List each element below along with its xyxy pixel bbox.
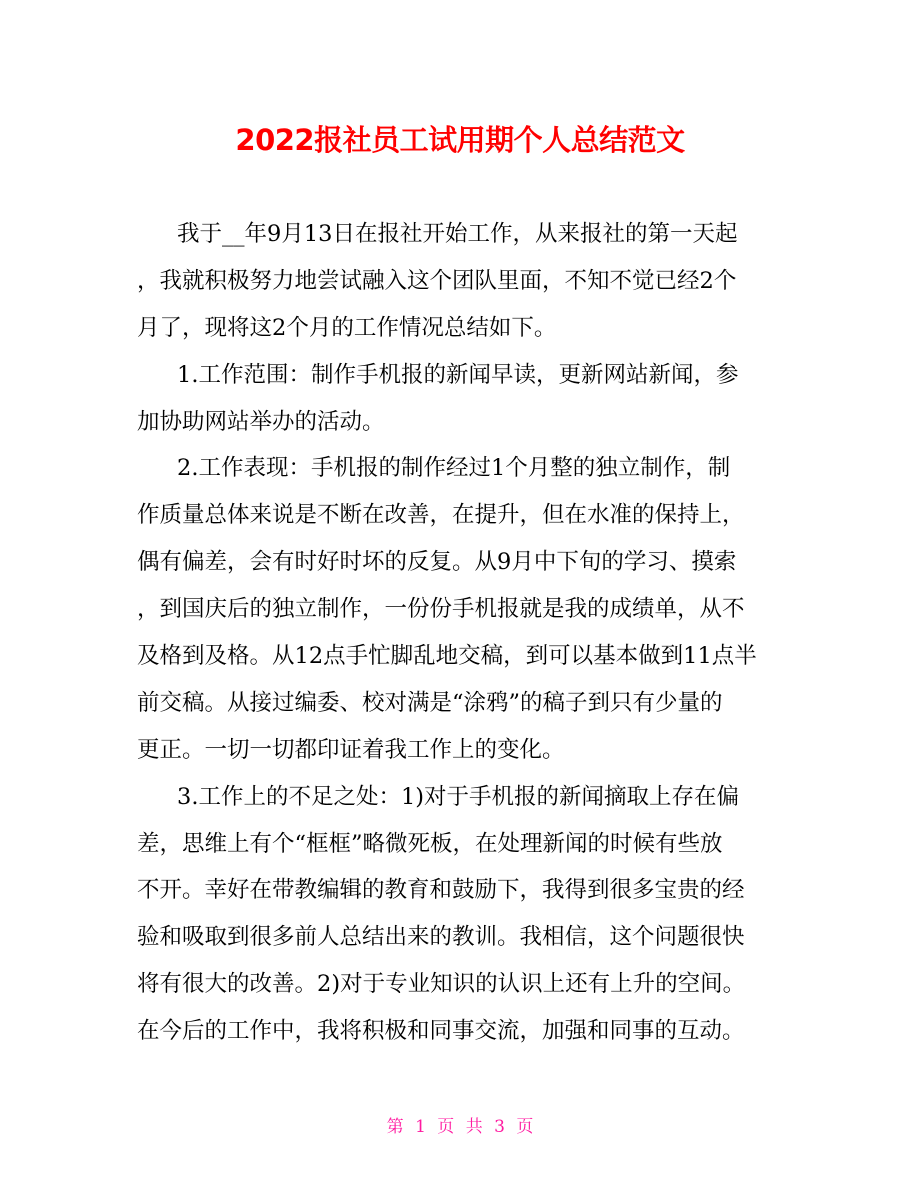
text-line: 及格到及格。从12点手忙脚乱地交稿，到可以基本做到11点半 <box>137 643 757 670</box>
text-line: 我于__年9月13日在报社开始工作，从来报社的第一天起 <box>177 221 738 247</box>
text-line: 加协助网站举办的活动。 <box>137 408 385 435</box>
text-line: 在今后的工作中，我将积极和同事交流，加强和同事的互动。 <box>137 1018 745 1045</box>
paragraph-work-performance <box>137 448 787 776</box>
text-line: 将有很大的改善。2)对于专业知识的认识上还有上升的空间。 <box>137 971 746 998</box>
text-line: 月了，现将这2个月的工作情况总结如下。 <box>137 314 557 341</box>
text-line: 验和吸取到很多前人总结出来的教训。我相信，这个问题很快 <box>137 924 745 951</box>
text-line: 差，思维上有个“框框”略微死板，在处理新闻的时候有些放 <box>137 830 723 857</box>
text-line: 更正。一切一切都印证着我工作上的变化。 <box>137 736 565 763</box>
text-line: ，我就积极努力地尝试融入这个团队里面，不知不觉已经2个 <box>137 267 737 294</box>
text-line: 不开。幸好在带教编辑的教育和鼓励下，我得到很多宝贵的经 <box>137 877 745 904</box>
text-line: 偶有偏差，会有时好时坏的反复。从9月中下旬的学习、摸索 <box>137 549 737 576</box>
paragraph-work-scope <box>137 355 787 449</box>
document-title: 2022报社员工试用期个人总结范文 <box>235 123 685 157</box>
text-line: ，到国庆后的独立制作，一份份手机报就是我的成绩单，从不 <box>137 596 745 623</box>
page-number-footer: 第 1 页 共 3 页 <box>386 1117 534 1137</box>
text-line: 2.工作表现：手机报的制作经过1个月整的独立制作，制 <box>177 455 731 482</box>
text-line: 3.工作上的不足之处：1)对于手机报的新闻摘取上存在偏 <box>177 783 740 810</box>
paragraph-intro <box>137 214 787 355</box>
paragraph-shortcomings <box>137 777 787 1058</box>
text-line: 1.工作范围：制作手机报的新闻早读，更新网站新闻，参 <box>177 361 739 388</box>
text-line: 作质量总体来说是不断在改善，在提升，但在水准的保持上， <box>137 502 745 529</box>
text-line: 前交稿。从接过编委、校对满是“涂鸦”的稿子到只有少量的 <box>137 689 723 716</box>
document-body <box>137 214 787 1058</box>
